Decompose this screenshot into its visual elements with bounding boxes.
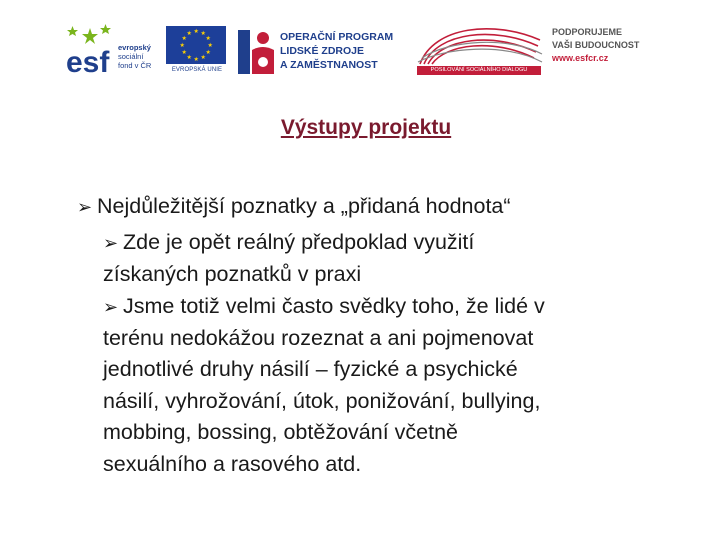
eu-flag-icon: [164, 24, 228, 66]
svg-text:★: ★: [193, 28, 199, 35]
bullet-sub-1-line: [103, 230, 703, 262]
social-dialogue-caption: POSILOVÁNÍ SOCIÁLNÍHO DIALOGU: [417, 66, 541, 75]
bullet-sub-1-text: Zde je opět reálný předpoklad využití: [123, 230, 475, 254]
svg-text:★: ★: [207, 42, 213, 49]
arrowhead-bullet-icon: ➢: [77, 197, 93, 218]
esf-text-line: evropský: [118, 43, 151, 52]
svg-text:★: ★: [181, 49, 187, 56]
slogan-url: www.esfcr.cz: [552, 53, 609, 63]
bullet-sub-1-line: získaných poznatků v praxi: [103, 261, 362, 286]
svg-text:★: ★: [200, 54, 206, 61]
social-dialogue-logo: [414, 18, 544, 80]
svg-text:★: ★: [205, 35, 211, 42]
esf-text-line: sociální: [118, 52, 144, 61]
svg-text:★: ★: [205, 49, 211, 56]
bullet-sub-2-text: Jsme totiž velmi často svědky toho, že lidé v: [123, 294, 545, 318]
esf-logo: [66, 24, 158, 80]
svg-text:★: ★: [179, 42, 185, 49]
svg-text:★: ★: [186, 54, 192, 61]
op-text-line: LIDSKÉ ZDROJE: [280, 45, 365, 57]
bullet-sub-2-line: mobbing, bossing, obtěžování včetně: [103, 420, 458, 444]
op-lzz-logo: [236, 26, 406, 78]
bullet-sub-2-line: jednotlivé druhy násilí – fyzické a psychické: [103, 357, 518, 381]
page-title: Výstupy projektu: [280, 116, 452, 139]
eu-logo: [164, 24, 228, 80]
bullet-sub-1: [103, 230, 703, 293]
svg-text:★: ★: [181, 35, 187, 42]
esf-mark-text: esf: [66, 46, 110, 76]
slogan-line: PODPORUJEME: [552, 27, 623, 37]
svg-text:★: ★: [193, 56, 199, 63]
bullet-sub-2-line: terénu nedokážou rozeznat a ani pojmenovat: [103, 325, 534, 350]
dialogue-arcs-icon: [414, 18, 544, 66]
logo-bar: [0, 0, 720, 95]
eu-caption: EVROPSKÁ UNIE: [171, 67, 223, 73]
bullet-sub-2-line: násilí, vyhrožování, útok, ponižování, bullying,: [103, 388, 541, 413]
bullet-sub-2-line: sexuálního a rasového atd.: [103, 451, 362, 476]
bullet-main: [77, 194, 697, 220]
esf-mark-icon: [66, 24, 120, 76]
svg-text:★: ★: [200, 30, 206, 37]
slogan: [552, 26, 672, 65]
esf-text: [118, 43, 151, 70]
bullet-main-text: Nejdůležitější poznatky a „přidaná hodnota“: [97, 194, 511, 218]
bullet-sub-2: [103, 294, 703, 483]
op-text-line: A ZAMĚSTNANOST: [280, 59, 378, 71]
slogan-line: VAŠI BUDOUCNOST: [552, 40, 640, 50]
esf-text-line: fond v ČR: [118, 61, 152, 70]
arrowhead-bullet-icon: ➢: [103, 233, 119, 254]
arrowhead-bullet-icon: ➢: [103, 297, 119, 318]
people-icon: [236, 26, 276, 78]
bullet-sub-2-line: [103, 294, 703, 326]
op-text: [280, 30, 393, 72]
op-text-line: OPERAČNÍ PROGRAM: [280, 31, 394, 43]
svg-text:★: ★: [186, 30, 192, 37]
